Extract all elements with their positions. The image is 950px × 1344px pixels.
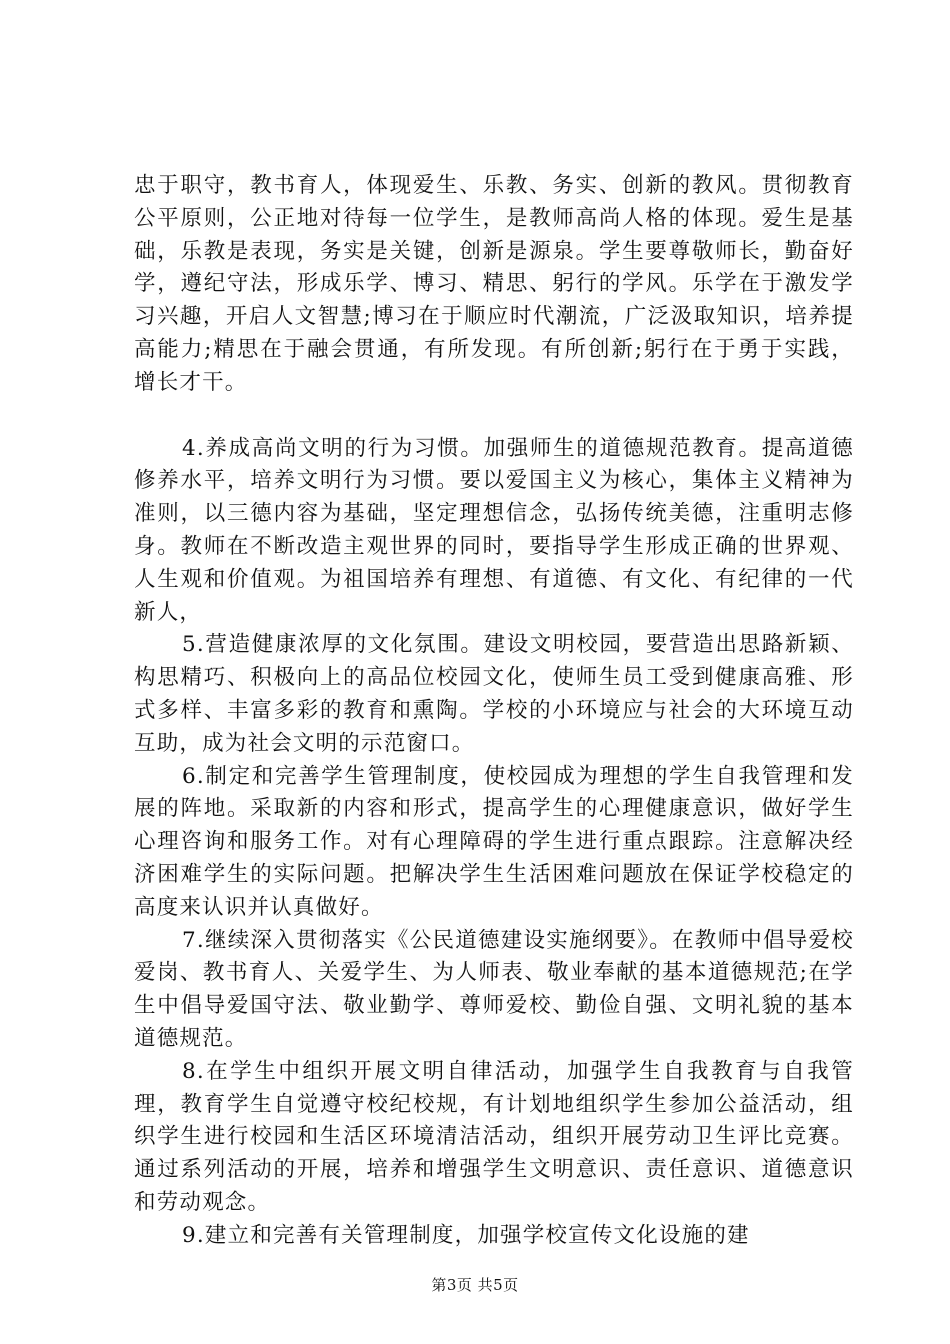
document-body (134, 170, 854, 1253)
paragraph-item-7: 7.继续深入贯彻落实《公民道德建设实施纲要》。在教师中倡导爱校爱岗、教书育人、关爱学生、为人师表、敬业奉献的基本道德规范;在学生中倡导爱国守法、敬业勤学、尊师爱校、勤俭自强、文明礼貌的基本道德规范。 (134, 927, 854, 1051)
page-number: 第3页 共5页 (431, 1276, 519, 1294)
paragraph-item-5: 5.营造健康浓厚的文化氛围。建设文明校园，要营造出思路新颖、构思精巧、积极向上的高品位校园文化，使师生员工受到健康高雅、形式多样、丰富多彩的教育和熏陶。学校的小环境应与社会的大环境互动互助，成为社会文明的示范窗口。 (134, 632, 854, 756)
paragraph-item-8: 8.在学生中组织开展文明自律活动，加强学生自我教育与自我管理，教育学生自觉遵守校纪校规，有计划地组织学生参加公益活动，组织学生进行校园和生活区环境清洁活动，组织开展劳动卫生评比竞赛。通过系列活动的开展，培养和增强学生文明意识、责任意识、道德意识和劳动观念。 (134, 1058, 854, 1215)
paragraph-item-4: 4.养成高尚文明的行为习惯。加强师生的道德规范教育。提高道德修养水平，培养文明行为习惯。要以爱国主义为核心，集体主义精神为准则，以三德内容为基础，坚定理想信念，弘扬传统美德，注重明志修身。教师在不断改造主观世界的同时，要指导学生形成正确的世界观、人生观和价值观。为祖国培养有理想、有道德、有文化、有纪律的一代新人， (134, 435, 854, 625)
paragraph-item-9: 9.建立和完善有关管理制度，加强学校宣传文化设施的建 (182, 1222, 750, 1248)
paragraph-teaching-style: 忠于职守，教书育人，体现爱生、乐教、务实、创新的教风。贯彻教育公平原则，公正地对待每一位学生，是教师高尚人格的体现。爱生是基础，乐教是表现，务实是关键，创新是源泉。学生要尊敬师长，勤奋好学，遵纪守法，形成乐学、博习、精思、躬行的学风。乐学在于激发学习兴趣，开启人文智慧;博习在于顺应时代潮流，广泛汲取知识，培养提高能力;精思在于融会贯通，有所发现。有所创新;躬行在于勇于实践，增长才干。 (134, 173, 854, 395)
page-footer (0, 1274, 950, 1295)
paragraph-item-6: 6.制定和完善学生管理制度，使校园成为理想的学生自我管理和发展的阵地。采取新的内容和形式，提高学生的心理健康意识，做好学生心理咨询和服务工作。对有心理障碍的学生进行重点跟踪。注意解决经济困难学生的实际问题。把解决学生生活困难问题放在保证学校稳定的高度来认识并认真做好。 (134, 763, 854, 920)
